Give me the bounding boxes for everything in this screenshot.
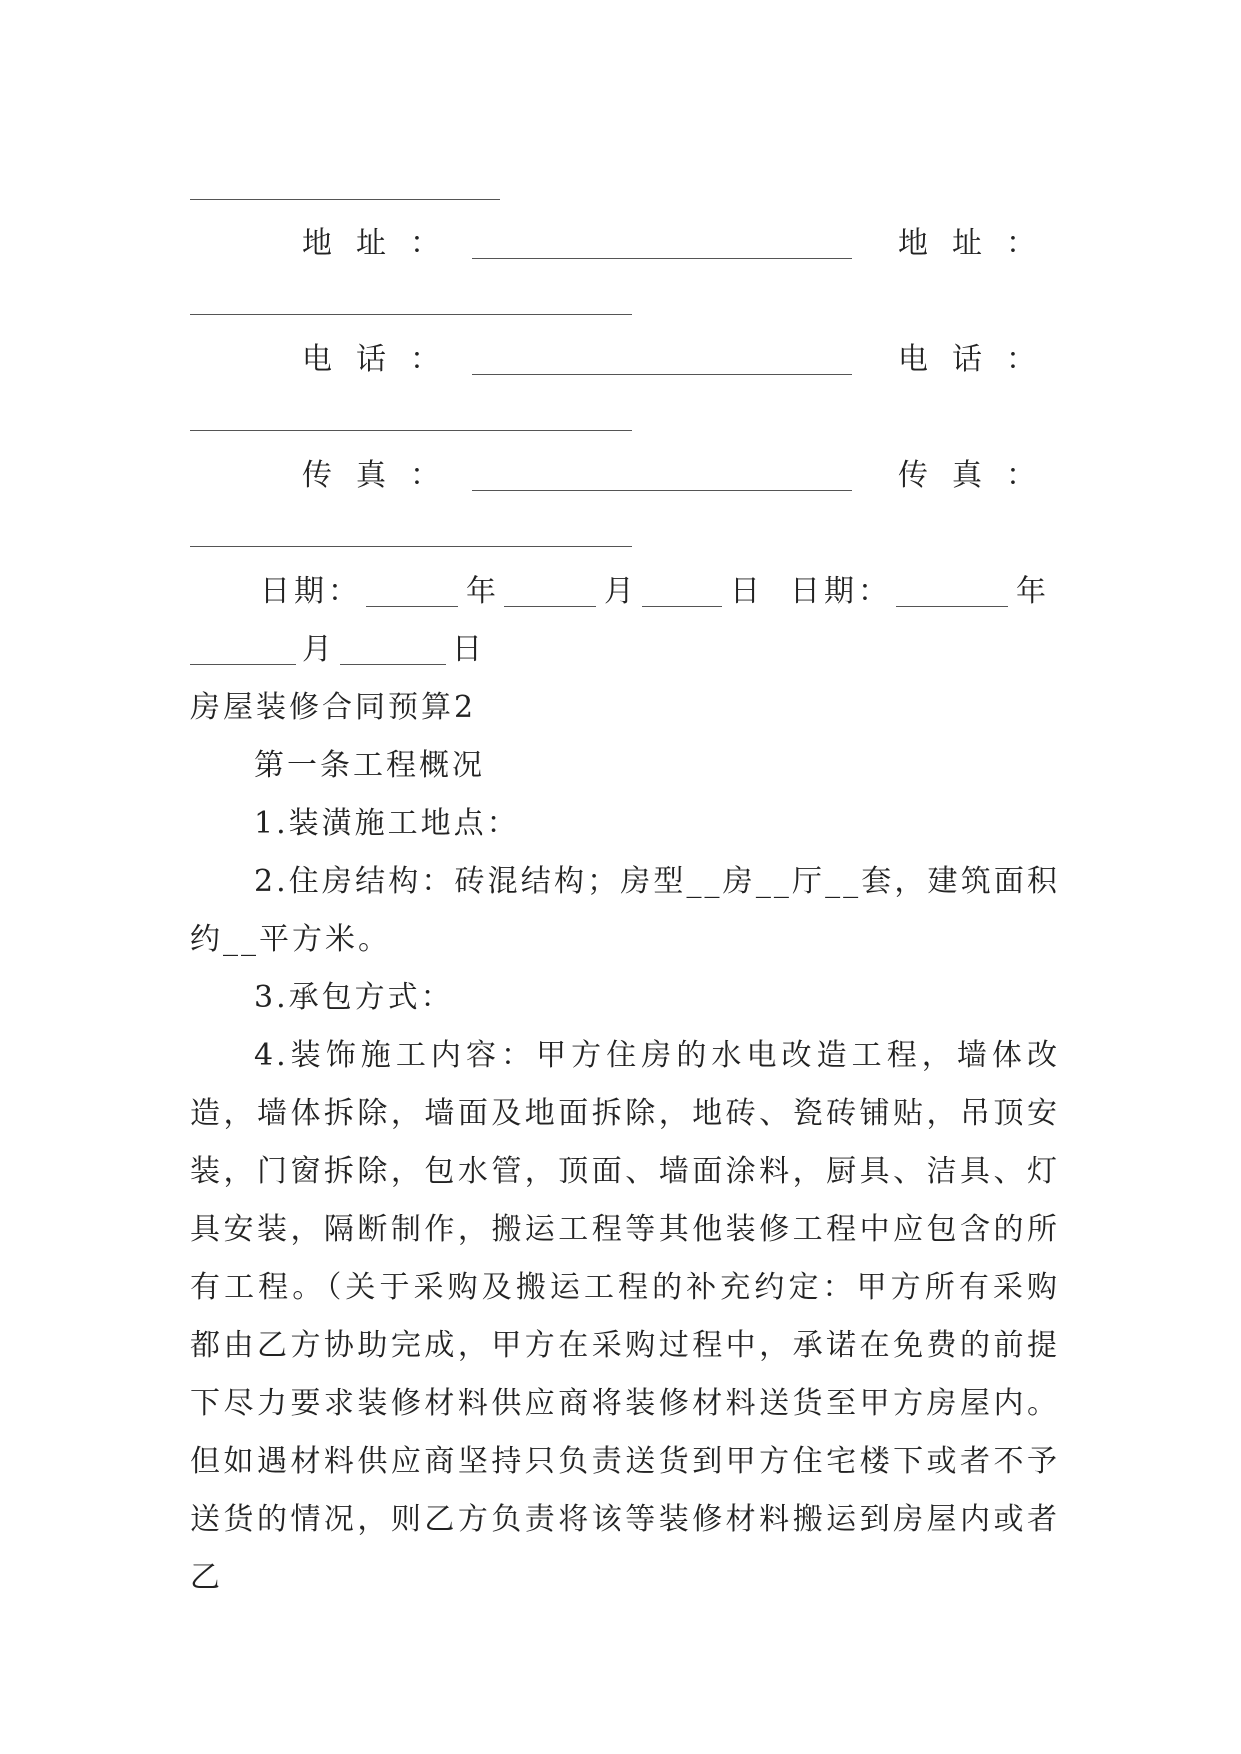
party-a-fax-blank bbox=[472, 462, 852, 491]
section-heading: 第一条工程概况 bbox=[254, 748, 485, 783]
date-row-continued bbox=[190, 630, 1060, 670]
party-a-address-label: 地址： bbox=[302, 226, 464, 261]
address-row bbox=[190, 224, 1060, 264]
phone-row bbox=[190, 340, 1060, 380]
party-b-fax-blank bbox=[190, 546, 632, 547]
fax-row bbox=[190, 456, 1060, 496]
party-a-phone-blank bbox=[472, 346, 852, 375]
party-b-address-blank bbox=[190, 314, 632, 315]
party-b-fax-label: 传真： bbox=[898, 458, 1060, 493]
party-b-year-label: 年 bbox=[1016, 574, 1050, 609]
party-b-phone-blank bbox=[190, 430, 632, 431]
party-b-day-label: 日 bbox=[452, 632, 486, 667]
party-a-fax-label: 传真： bbox=[302, 458, 464, 493]
party-a-day-label: 日 bbox=[730, 574, 764, 609]
party-a-date-label: 日期： bbox=[260, 574, 362, 609]
party-a-address-blank bbox=[472, 230, 852, 259]
party-b-day-blank bbox=[340, 636, 446, 665]
party-a-phone-label: 电话： bbox=[302, 342, 464, 377]
date-row bbox=[190, 572, 1060, 612]
party-b-address-label: 地址： bbox=[898, 226, 1060, 261]
item-4: 4.装饰施工内容：甲方住房的水电改造工程，墙体改造，墙体拆除，墙面及地面拆除，地砖、瓷砖铺贴，吊顶安装，门窗拆除，包水管，顶面、墙面涂料，厨具、洁具、灯具安装，隔断制作，搬运工程等其他装修工程中应包含的所有工程。（关于采购及搬运工程的补充约定：甲方所有采购都由乙方协助完成，甲方在采购过程中，承诺在免费的前提下尽力要求装修材料供应商将装修材料送货至甲方房屋内。但如遇材料供应商坚持只负责送货到甲方住宅楼下或者不予送货的情况，则乙方负责将该等装修材料搬运到房屋内或者乙 bbox=[190, 1038, 1060, 1595]
party-b-date-label: 日期： bbox=[790, 574, 892, 609]
item-1: 1.装潢施工地点： bbox=[254, 806, 520, 841]
party-b-phone-label: 电话： bbox=[898, 342, 1060, 377]
item-3: 3.承包方式： bbox=[254, 980, 454, 1015]
party-b-year-blank bbox=[896, 578, 1008, 607]
party-a-year-label: 年 bbox=[466, 574, 500, 609]
party-a-year-blank bbox=[366, 578, 458, 607]
party-a-month-label: 月 bbox=[604, 574, 638, 609]
underline-rule bbox=[190, 199, 500, 200]
party-a-month-blank bbox=[504, 578, 596, 607]
document-title: 房屋装修合同预算2 bbox=[190, 690, 477, 725]
item-2: 2.住房结构：砖混结构；房型__房__厅__套，建筑面积约__平方米。 bbox=[190, 864, 1060, 957]
party-b-month-label: 月 bbox=[302, 632, 336, 667]
party-b-month-blank bbox=[190, 636, 296, 665]
party-a-day-blank bbox=[642, 578, 722, 607]
